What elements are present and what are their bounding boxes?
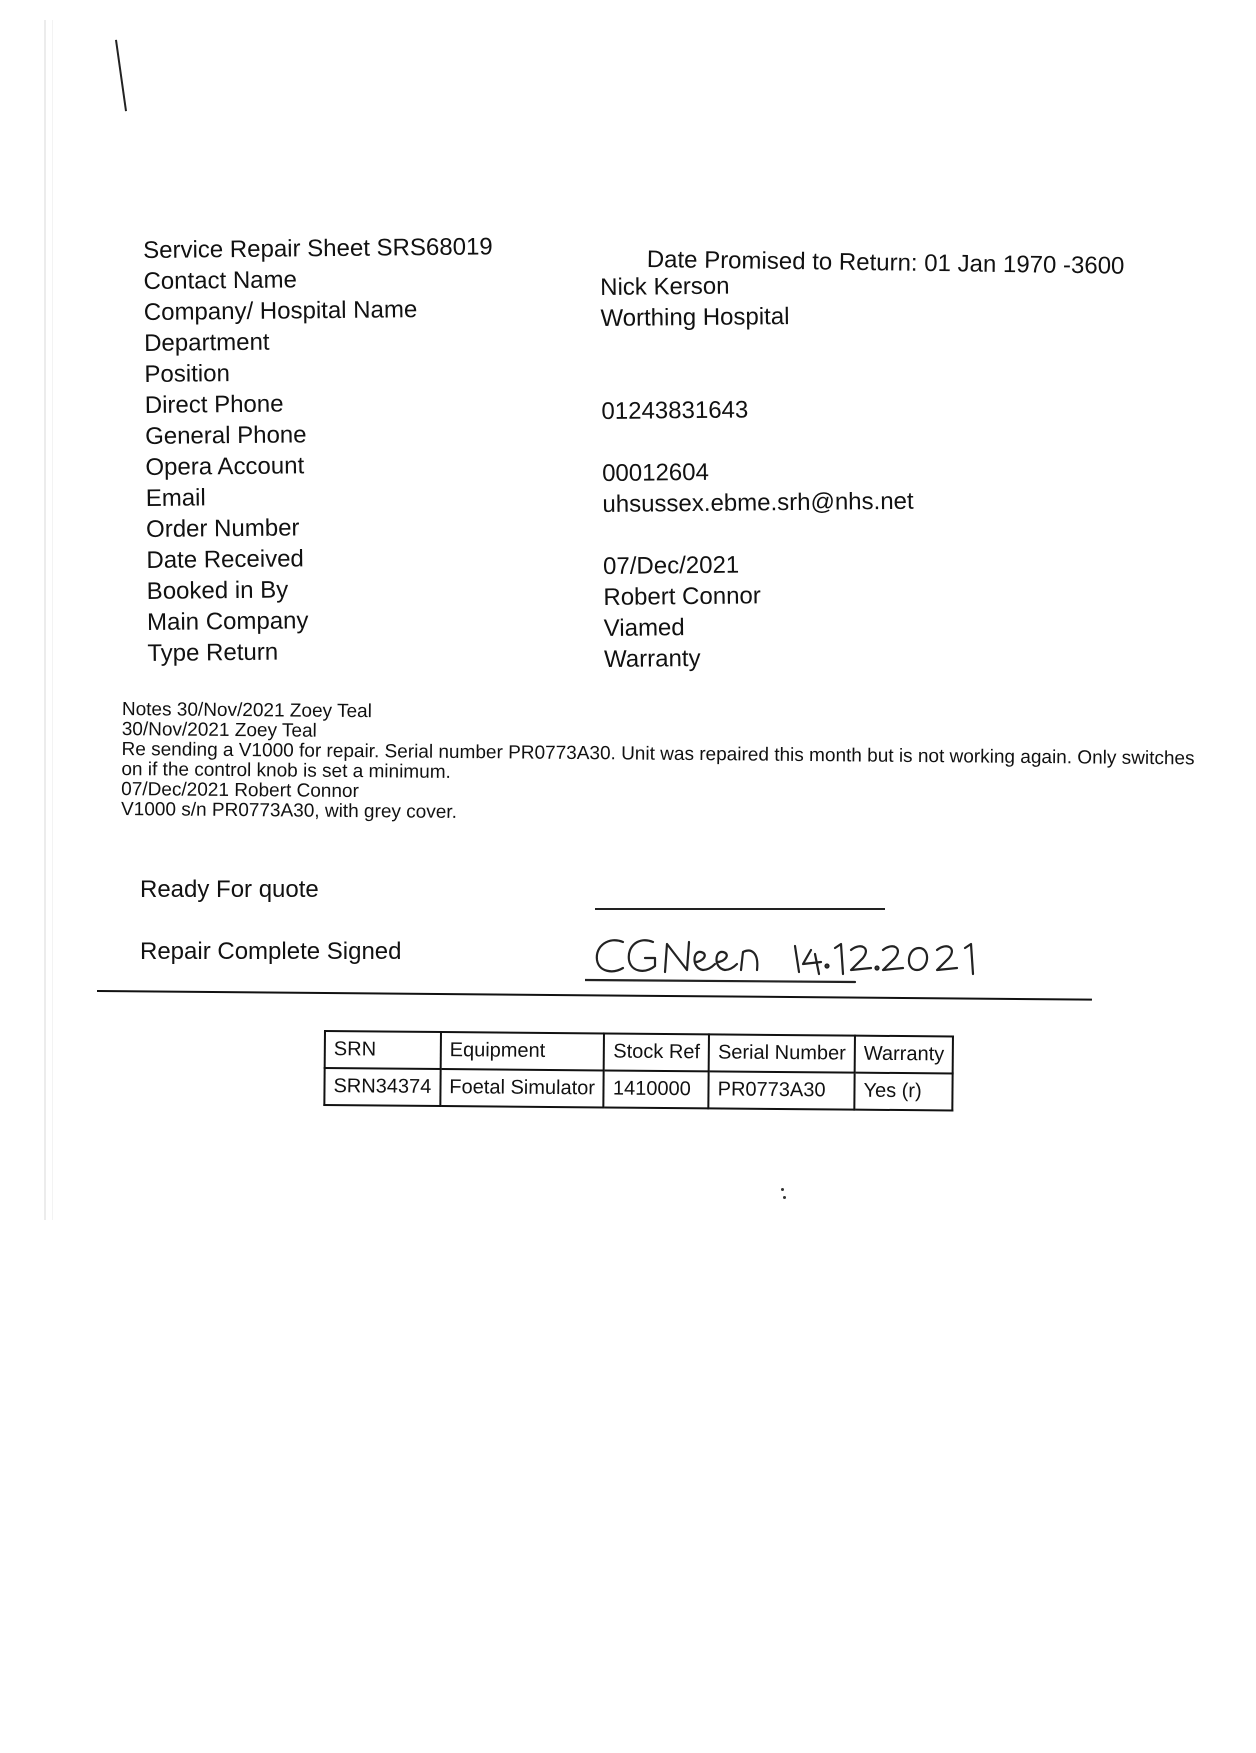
field-label: Order Number — [145, 514, 300, 543]
notes-line: 07/Dec/2021 Robert Connor — [121, 778, 359, 803]
column-header-stock-ref: Stock Ref — [604, 1033, 709, 1071]
field-label: Position — [144, 360, 230, 388]
field-values-column — [600, 266, 1204, 675]
notes-line: Notes 30/Nov/2021 Zoey Teal — [121, 699, 372, 723]
column-header-equipment: Equipment — [441, 1032, 605, 1070]
field-value: 01243831643 — [601, 396, 749, 425]
field-value: Worthing Hospital — [600, 303, 790, 332]
scan-edge-shadow — [44, 20, 46, 1220]
scan-speck — [783, 1196, 786, 1199]
ready-for-quote-line — [595, 908, 885, 910]
field-value: 00012604 — [601, 458, 710, 487]
field-label: Contact Name — [143, 266, 298, 295]
notes-section — [121, 700, 1212, 830]
repair-complete-label: Repair Complete Signed — [140, 938, 402, 965]
field-value: Robert Connor — [603, 582, 761, 611]
cell-stock-ref: 1410000 — [604, 1070, 709, 1108]
equipment-table — [323, 1030, 954, 1111]
notes-line: V1000 s/n PR0773A30, with grey cover. — [120, 798, 457, 823]
scan-edge-shadow — [52, 20, 53, 1220]
field-value: Warranty — [603, 644, 701, 673]
handwritten-signature — [585, 928, 1005, 988]
field-label: Type Return — [147, 638, 279, 667]
ready-for-quote-label: Ready For quote — [140, 876, 319, 903]
notes-line: 30/Nov/2021 Zoey Teal — [121, 718, 317, 742]
field-label: Department — [143, 328, 270, 357]
field-value: uhsussex.ebme.srh@nhs.net — [602, 487, 914, 518]
signature-text: CGreen 14.12.2021 — [585, 986, 594, 987]
notes-line: Re sending a V1000 for repair. Serial number PR0773A30. Unit was repaired this month but is not working again. Only switches on if the control knob is set a minimum. — [121, 738, 1195, 783]
table-row — [324, 1068, 953, 1110]
column-header-srn: SRN — [325, 1031, 441, 1069]
section-divider — [97, 990, 1092, 1001]
field-labels-column — [143, 231, 568, 669]
field-value: Nick Kerson — [600, 272, 730, 301]
field-label: Date Received — [146, 545, 304, 574]
column-header-warranty: Warranty — [855, 1036, 954, 1074]
table-header-row — [325, 1031, 954, 1073]
field-label: Direct Phone — [144, 390, 284, 419]
field-label: Booked in By — [146, 576, 289, 605]
field-label: General Phone — [144, 421, 307, 450]
field-label: Main Company — [146, 607, 309, 636]
sheet-title: Service Repair Sheet SRS68019 — [143, 233, 493, 264]
cell-serial-number: PR0773A30 — [709, 1071, 855, 1109]
field-value: Viamed — [603, 614, 685, 642]
field-label: Opera Account — [145, 452, 305, 481]
cell-warranty: Yes (r) — [854, 1073, 953, 1111]
scan-speck — [781, 1188, 784, 1191]
cell-equipment: Foetal Simulator — [440, 1069, 604, 1107]
date-promised: Date Promised to Return: 01 Jan 1970 -3600 — [646, 246, 1125, 280]
cell-srn: SRN34374 — [324, 1068, 440, 1106]
field-value: 07/Dec/2021 — [602, 551, 740, 580]
scan-mark — [115, 40, 127, 112]
field-label: Email — [145, 484, 206, 512]
field-label: Company/ Hospital Name — [143, 296, 418, 326]
column-header-serial-number: Serial Number — [709, 1034, 855, 1072]
